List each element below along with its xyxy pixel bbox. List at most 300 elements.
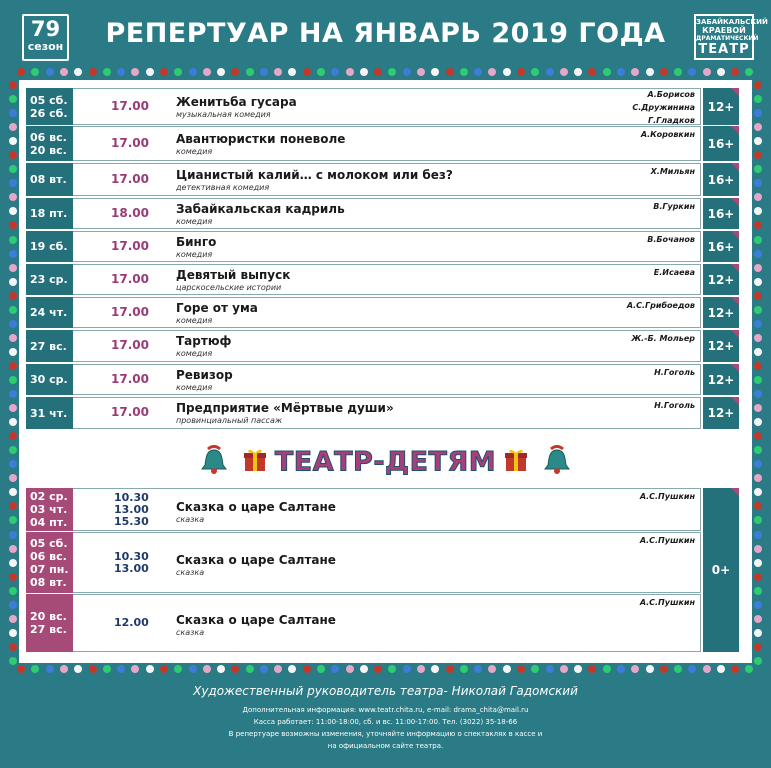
- author-name: А.Коровкин: [640, 130, 695, 139]
- garland-bead: [731, 665, 739, 673]
- show-row: [26, 163, 739, 196]
- garland-left: [7, 78, 19, 668]
- show-time: 13.00: [114, 502, 149, 516]
- show-row: [26, 198, 739, 229]
- kids-show-dates: [26, 532, 73, 593]
- garland-bead: [754, 109, 762, 117]
- author-name: А.С.Грибоедов: [626, 301, 695, 310]
- garland-bead: [546, 68, 554, 76]
- author-name: Г.Гладков: [648, 116, 695, 125]
- show-author: А.С.Пушкин: [639, 598, 695, 607]
- garland-bead: [9, 615, 17, 623]
- garland-bead: [146, 68, 154, 76]
- garland-bead: [288, 68, 296, 76]
- show-title: Тартюф: [176, 334, 232, 348]
- show-row: [26, 330, 739, 362]
- author-name: В.Бочанов: [647, 235, 695, 244]
- show-author: [631, 332, 695, 345]
- garland-bead: [346, 68, 354, 76]
- garland-bead: [217, 68, 225, 76]
- show-date: 27 вс.: [30, 339, 67, 353]
- garland-bead: [617, 665, 625, 673]
- garland-bead: [754, 137, 762, 145]
- garland-bead: [754, 404, 762, 412]
- garland-bead: [560, 665, 568, 673]
- show-date: 04 пт.: [30, 516, 68, 529]
- show-genre: комедия: [176, 349, 213, 358]
- garland-bead: [360, 68, 368, 76]
- show-dates: [26, 297, 73, 328]
- show-row: [26, 364, 739, 395]
- garland-bead: [9, 376, 17, 384]
- show-date: 02 ср.: [30, 490, 68, 503]
- age-rating: 12+: [703, 264, 739, 295]
- show-date: 20 вс.: [30, 610, 67, 623]
- garland-bead: [260, 68, 268, 76]
- show-genre: комедия: [176, 315, 213, 325]
- garland-bead: [754, 390, 762, 398]
- show-genre: комедия: [176, 146, 213, 156]
- garland-bead: [9, 137, 17, 145]
- show-author: [654, 266, 695, 279]
- show-date: 18 пт.: [30, 207, 68, 220]
- garland-bead: [446, 68, 454, 76]
- garland-bead: [9, 390, 17, 398]
- garland-bead: [60, 68, 68, 76]
- show-date: 31 чт.: [30, 406, 68, 420]
- garland-bead: [131, 665, 139, 673]
- kids-show-row: [26, 488, 701, 531]
- garland-bead: [460, 68, 468, 76]
- garland-bead: [631, 665, 639, 673]
- show-time: 17.00: [111, 405, 149, 419]
- garland-bead: [754, 221, 762, 229]
- show-date: 03 чт.: [30, 503, 68, 516]
- garland-bead: [745, 665, 753, 673]
- kids-show-row: [26, 594, 701, 652]
- show-date: 23 ср.: [30, 273, 68, 286]
- garland-bottom: [14, 663, 757, 675]
- garland-bead: [160, 68, 168, 76]
- garland-bead: [374, 68, 382, 76]
- kids-section-title: [0, 445, 771, 479]
- garland-bead: [9, 488, 17, 496]
- show-author: А.С.Пушкин: [639, 492, 695, 501]
- garland-bead: [46, 68, 54, 76]
- garland-bead: [9, 179, 17, 187]
- garland-bead: [754, 95, 762, 103]
- footer-info-line: Касса работает: 11:00-18:00, сб. и вс. 11:00-17:00. Тел. (3022) 35-18-66: [253, 718, 518, 726]
- garland-bead: [246, 68, 254, 76]
- garland-bead: [303, 665, 311, 673]
- garland-bead: [9, 165, 17, 173]
- show-row: [26, 126, 739, 161]
- garland-bead: [160, 665, 168, 673]
- garland-bead: [754, 418, 762, 426]
- garland-bead: [754, 629, 762, 637]
- garland-bead: [231, 665, 239, 673]
- garland-bead: [60, 665, 68, 673]
- garland-bead: [588, 68, 596, 76]
- garland-bead: [754, 165, 762, 173]
- show-row: [26, 231, 739, 262]
- show-row: [26, 264, 739, 295]
- author-name: Е.Исаева: [653, 268, 695, 277]
- garland-bead: [688, 68, 696, 76]
- garland-bead: [574, 68, 582, 76]
- garland-bead: [474, 665, 482, 673]
- show-title: Сказка о царе Салтане: [176, 613, 336, 627]
- garland-bead: [260, 665, 268, 673]
- show-dates: [26, 163, 73, 196]
- garland-bead: [146, 665, 154, 673]
- garland-bead: [9, 601, 17, 609]
- garland-bead: [9, 95, 17, 103]
- age-rating: 12+: [703, 330, 739, 362]
- garland-bead: [9, 109, 17, 117]
- garland-bead: [31, 68, 39, 76]
- age-rating: 16+: [703, 126, 739, 161]
- show-date: 05 сб.: [30, 536, 68, 550]
- garland-bead: [246, 665, 254, 673]
- garland-bead: [646, 665, 654, 673]
- garland-bead: [703, 665, 711, 673]
- garland-bead: [9, 236, 17, 244]
- show-title: Ревизор: [176, 367, 233, 382]
- show-date: 20 вс.: [30, 143, 67, 157]
- garland-bead: [754, 615, 762, 623]
- author-name: Н.Гоголь: [654, 401, 695, 410]
- logo-line-1: ЗАБАЙКАЛЬСКИЙ: [696, 18, 768, 26]
- garland-bead: [346, 665, 354, 673]
- show-time: 17.00: [111, 238, 149, 253]
- show-genre: музыкальная комедия: [176, 109, 271, 119]
- garland-bead: [754, 179, 762, 187]
- garland-bead: [46, 665, 54, 673]
- show-date: 27 вс.: [30, 623, 67, 636]
- garland-bead: [9, 348, 17, 356]
- garland-bead: [754, 278, 762, 286]
- garland-bead: [603, 68, 611, 76]
- garland-bead: [754, 531, 762, 539]
- show-author: [641, 128, 695, 141]
- garland-bead: [9, 306, 17, 314]
- show-date: 08 вт.: [30, 173, 67, 186]
- show-time: 17.00: [111, 338, 149, 352]
- show-author: [651, 165, 695, 178]
- garland-bead: [503, 665, 511, 673]
- show-author: [647, 233, 695, 246]
- garland-bead: [174, 665, 182, 673]
- show-time: 10.30: [114, 490, 149, 504]
- garland-bead: [388, 665, 396, 673]
- bell-icon: [540, 445, 574, 479]
- garland-bead: [103, 68, 111, 76]
- kids-title-text: ТЕАТР-ДЕТЯМ: [274, 446, 497, 478]
- garland-bead: [474, 68, 482, 76]
- show-date: 19 сб.: [30, 240, 68, 253]
- garland-bead: [9, 334, 17, 342]
- garland-bead: [754, 502, 762, 510]
- garland-bead: [74, 68, 82, 76]
- show-time: 17.00: [111, 135, 149, 150]
- garland-bead: [9, 502, 17, 510]
- garland-bead: [189, 665, 197, 673]
- garland-bead: [717, 665, 725, 673]
- show-time: 12.00: [114, 616, 149, 629]
- garland-bead: [9, 531, 17, 539]
- author-name: А.Борисов: [647, 90, 695, 99]
- garland-bead: [660, 68, 668, 76]
- garland-bead: [417, 68, 425, 76]
- garland-bead: [688, 665, 696, 673]
- footer: [0, 678, 771, 768]
- logo-line-3: ДРАМАТИЧЕСКИЙ: [696, 35, 759, 42]
- garland-bead: [460, 665, 468, 673]
- garland-bead: [31, 665, 39, 673]
- garland-bead: [754, 320, 762, 328]
- garland-bead: [317, 68, 325, 76]
- show-row: [26, 88, 739, 125]
- garland-bead: [331, 68, 339, 76]
- show-title: Девятый выпуск: [176, 267, 291, 282]
- garland-bead: [131, 68, 139, 76]
- show-dates: [26, 264, 73, 295]
- garland-bead: [754, 643, 762, 651]
- garland-bead: [217, 665, 225, 673]
- show-author: [627, 299, 695, 312]
- garland-bead: [674, 68, 682, 76]
- footer-info-line: Дополнительная информация: www.teatr.chita.ru, e-mail: drama_chita@mail.ru: [242, 706, 529, 714]
- garland-bead: [9, 320, 17, 328]
- show-time: 13.00: [114, 561, 149, 575]
- garland-bead: [631, 68, 639, 76]
- garland-bead: [360, 665, 368, 673]
- show-genre: комедия: [176, 249, 213, 259]
- garland-bead: [754, 292, 762, 300]
- garland-bead: [560, 68, 568, 76]
- show-row: [26, 397, 739, 429]
- garland-bead: [9, 643, 17, 651]
- garland-bead: [9, 516, 17, 524]
- show-title: Забайкальская кадриль: [176, 201, 345, 216]
- show-time: 17.00: [111, 371, 149, 386]
- show-date: 05 сб.: [30, 93, 68, 107]
- garland-bead: [403, 68, 411, 76]
- author-name: Ж.-Б. Мольер: [631, 334, 695, 343]
- garland-bead: [674, 665, 682, 673]
- garland-bead: [531, 68, 539, 76]
- garland-bead: [754, 559, 762, 567]
- show-author: А.С.Пушкин: [639, 536, 695, 545]
- show-time: 10.30: [114, 549, 149, 563]
- garland-bead: [117, 68, 125, 76]
- garland-bead: [9, 193, 17, 201]
- garland-bead: [446, 665, 454, 673]
- age-rating: 16+: [703, 231, 739, 262]
- age-rating: 12+: [703, 297, 739, 328]
- show-time: 17.00: [111, 98, 149, 113]
- garland-bead: [745, 68, 753, 76]
- show-date: 08 вт.: [30, 575, 67, 589]
- show-author: [632, 88, 695, 127]
- garland-bead: [588, 665, 596, 673]
- show-genre: провинциальный пассаж: [176, 416, 283, 425]
- age-rating: 12+: [703, 88, 739, 125]
- gift-icon: [244, 448, 266, 476]
- kids-age-rating: 0+: [703, 488, 739, 652]
- kids-show-dates: [26, 594, 73, 652]
- age-rating: 16+: [703, 163, 739, 196]
- garland-bead: [189, 68, 197, 76]
- garland-bead: [9, 292, 17, 300]
- garland-bead: [274, 665, 282, 673]
- garland-bead: [754, 334, 762, 342]
- show-genre: царскосельские истории: [176, 282, 282, 292]
- page-title: РЕПЕРТУАР НА ЯНВАРЬ 2019 ГОДА: [105, 18, 666, 49]
- show-time: 18.00: [111, 205, 149, 220]
- garland-bead: [117, 665, 125, 673]
- garland-bead: [274, 68, 282, 76]
- garland-bead: [703, 68, 711, 76]
- garland-bead: [231, 68, 239, 76]
- garland-bead: [754, 488, 762, 496]
- author-name: Н.Гоголь: [654, 368, 695, 377]
- garland-bead: [9, 151, 17, 159]
- author-name: С.Дружинина: [632, 103, 695, 112]
- header: [0, 0, 771, 68]
- kids-show-dates: [26, 488, 73, 531]
- garland-bead: [754, 151, 762, 159]
- garland-bead: [754, 236, 762, 244]
- show-time: 17.00: [111, 171, 149, 186]
- show-date: 30 ср.: [30, 373, 68, 386]
- garland-bead: [9, 123, 17, 131]
- kids-show-times: [114, 492, 149, 528]
- show-genre: сказка: [176, 514, 205, 524]
- garland-bead: [174, 68, 182, 76]
- garland-bead: [531, 665, 539, 673]
- garland-bead: [9, 264, 17, 272]
- theatre-logo: [694, 14, 768, 60]
- garland-bead: [303, 68, 311, 76]
- garland-top: [14, 66, 757, 78]
- garland-bead: [417, 665, 425, 673]
- show-dates: [26, 397, 73, 429]
- garland-bead: [9, 559, 17, 567]
- show-row: [26, 297, 739, 328]
- garland-bead: [517, 665, 525, 673]
- garland-bead: [403, 665, 411, 673]
- show-time: 15.30: [114, 514, 149, 528]
- kids-show-times: [114, 551, 149, 575]
- show-date: 06 вс.: [30, 549, 67, 563]
- garland-bead: [754, 362, 762, 370]
- garland-bead: [74, 665, 82, 673]
- garland-bead: [9, 250, 17, 258]
- garland-bead: [754, 376, 762, 384]
- garland-bead: [754, 545, 762, 553]
- kids-show-times: [114, 617, 149, 629]
- garland-bead: [17, 665, 25, 673]
- show-date: 07 пн.: [30, 562, 69, 576]
- garland-bead: [17, 68, 25, 76]
- garland-right: [752, 78, 764, 668]
- garland-bead: [9, 629, 17, 637]
- garland-bead: [9, 432, 17, 440]
- garland-bead: [9, 545, 17, 553]
- kids-show-row: [26, 532, 701, 593]
- garland-bead: [431, 665, 439, 673]
- show-dates: [26, 88, 73, 125]
- show-dates: [26, 126, 73, 161]
- garland-bead: [9, 81, 17, 89]
- garland-bead: [388, 68, 396, 76]
- show-time: 17.00: [111, 271, 149, 286]
- garland-bead: [89, 68, 97, 76]
- garland-bead: [754, 81, 762, 89]
- show-genre: комедия: [176, 382, 213, 392]
- show-genre: детективная комедия: [176, 182, 270, 192]
- show-author: [654, 366, 695, 379]
- age-rating: 16+: [703, 198, 739, 229]
- garland-bead: [203, 665, 211, 673]
- garland-bead: [574, 665, 582, 673]
- logo-line-4: ТЕАТР: [698, 42, 750, 57]
- garland-bead: [754, 193, 762, 201]
- garland-bead: [546, 665, 554, 673]
- logo-line-2: КРАЕВОЙ: [702, 26, 746, 35]
- garland-bead: [9, 404, 17, 412]
- garland-bead: [754, 264, 762, 272]
- garland-bead: [9, 221, 17, 229]
- garland-bead: [9, 573, 17, 581]
- show-dates: [26, 198, 73, 229]
- show-title: Бинго: [176, 234, 217, 249]
- show-genre: сказка: [176, 628, 205, 637]
- garland-bead: [754, 432, 762, 440]
- garland-bead: [731, 68, 739, 76]
- show-genre: комедия: [176, 216, 213, 226]
- garland-bead: [488, 665, 496, 673]
- show-date: 06 вс.: [30, 130, 67, 144]
- garland-bead: [503, 68, 511, 76]
- season-label: сезон: [27, 40, 64, 53]
- garland-bead: [9, 418, 17, 426]
- footer-info-line: на официальном сайте театра.: [327, 742, 444, 750]
- garland-bead: [754, 587, 762, 595]
- garland-bead: [288, 665, 296, 673]
- show-title: Предприятие «Мёртвые души»: [176, 401, 394, 415]
- garland-bead: [9, 207, 17, 215]
- garland-bead: [646, 68, 654, 76]
- footer-info-line: В репертуаре возможны изменения, уточняйте информацию о спектаклях в кассе и: [228, 730, 543, 738]
- garland-bead: [488, 68, 496, 76]
- bell-icon: [197, 445, 231, 479]
- show-dates: [26, 364, 73, 395]
- garland-bead: [617, 68, 625, 76]
- garland-bead: [754, 573, 762, 581]
- show-dates: [26, 231, 73, 262]
- director-line: Художественный руководитель театра- Николай Гадомский: [193, 684, 578, 698]
- show-date: 24 чт.: [30, 306, 68, 319]
- show-date: 26 сб.: [30, 106, 68, 120]
- garland-bead: [431, 68, 439, 76]
- garland-bead: [660, 665, 668, 673]
- show-title: Сказка о царе Салтане: [176, 499, 336, 514]
- show-genre: сказка: [176, 567, 205, 577]
- garland-bead: [754, 601, 762, 609]
